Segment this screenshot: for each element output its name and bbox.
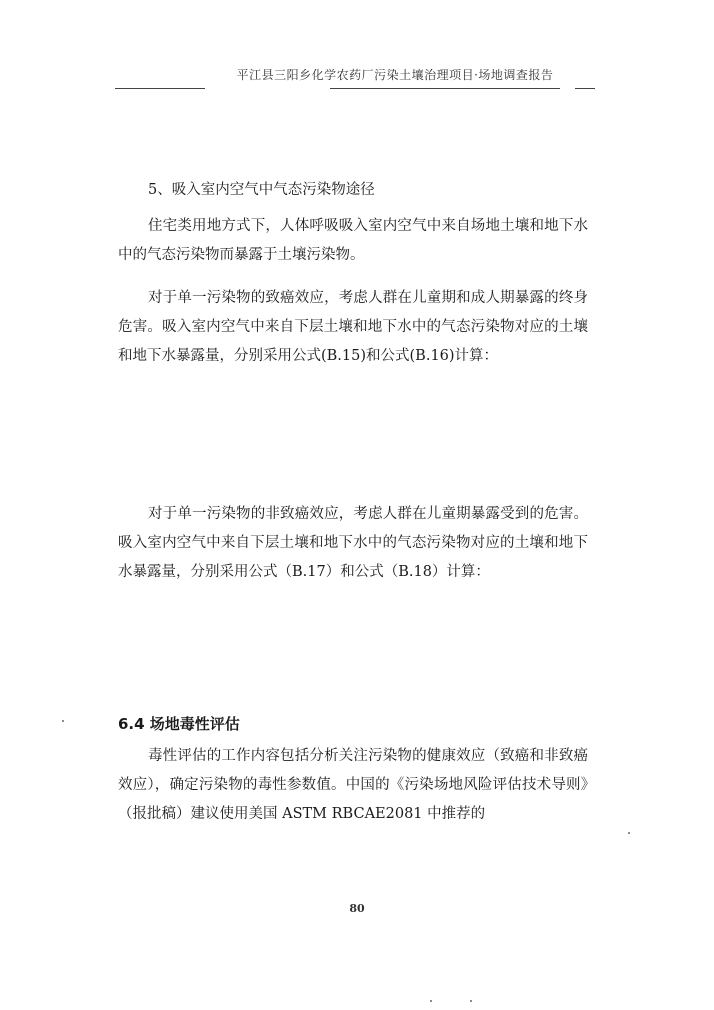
header-rule-middle <box>330 88 560 89</box>
section-heading: 6.4 场地毒性评估 <box>118 715 240 733</box>
paragraph-carcinogenic-effect: 对于单一污染物的致癌效应，考虑人群在儿童期和成人期暴露的终身危害。吸入室内空气中来自下层土壤和地下水中的气态污染物对应的土壤和地下水暴露量，分别采用公式(B.15)和公式(B.16)计算： <box>118 290 588 364</box>
header-rule-right <box>575 88 595 89</box>
paragraph-residential-exposure: 住宅类用地方式下，人体呼吸吸入室内空气中来自场地土壤和地下水中的气态污染物而暴露于土壤污染物。 <box>118 218 588 263</box>
running-header: 平江县三阳乡化学农药厂污染土壤治理项目·场地调查报告 <box>236 68 554 82</box>
header-rule-left <box>115 88 205 89</box>
paragraph-toxicity-assessment: 毒性评估的工作内容包括分析关注污染物的健康效应（致癌和非致癌效应），确定污染物的毒性参数值。中国的《污染场地风险评估技术导则》（报批稿）建议使用美国 ASTM RBCAE2081 中推荐的 <box>118 748 588 822</box>
scan-speck <box>470 1000 472 1002</box>
scan-speck <box>430 1000 432 1002</box>
item-title: 5、吸入室内空气中气态污染物途径 <box>148 182 375 198</box>
scan-speck <box>628 832 630 834</box>
page-number: 80 <box>349 902 365 915</box>
paragraph-noncarcinogenic-effect: 对于单一污染物的非致癌效应，考虑人群在儿童期暴露受到的危害。吸入室内空气中来自下层土壤和地下水中的气态污染物对应的土壤和地下水暴露量，分别采用公式（B.17）和公式（B.18）计算： <box>118 506 588 580</box>
scan-speck <box>62 720 64 722</box>
